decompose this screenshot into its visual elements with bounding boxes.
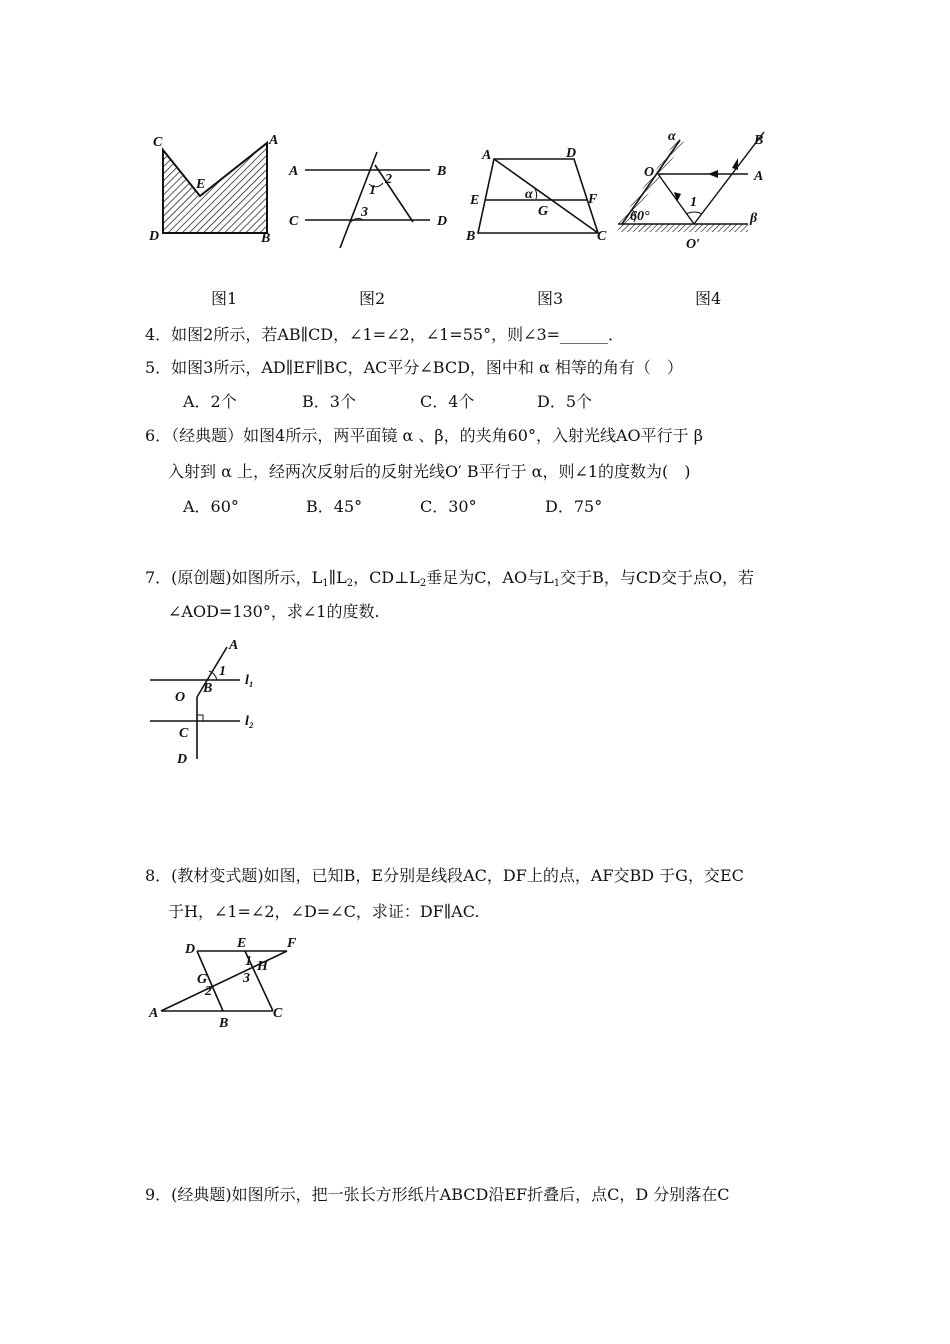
- fig1-label-e: E: [196, 177, 206, 192]
- q5-option-c: C．4个: [420, 392, 475, 411]
- figure-2-caption: 图2: [359, 289, 386, 308]
- fig8-label-h: H: [257, 959, 268, 974]
- fig4-label-o-prime: O′: [686, 237, 701, 252]
- question-5: 5．如图3所示，AD∥EF∥BC，AC平分∠BCD，图中和 α 相等的角有（ ）: [145, 358, 683, 377]
- q7-text-e: 交于B，与CD交于点O，若: [560, 568, 755, 587]
- fig4-label-1: 1: [690, 195, 697, 210]
- q6-option-c: C．30°: [420, 497, 477, 516]
- question-4: 4．如图2所示，若AB∥CD，∠1=∠2，∠1=55°，则∠3=______．: [145, 325, 625, 344]
- fig4-label-60: 60°: [630, 209, 650, 224]
- question-8-line-1: 8．(教材变式题)如图，已知B，E分别是线段AC，DF上的点，AF交BD 于G，交EC: [145, 866, 744, 885]
- q6-option-a: A．60°: [183, 497, 239, 516]
- fig1-label-b: B: [261, 231, 271, 246]
- question-7-line-2: ∠AOD=130°，求∠1的度数.: [168, 602, 380, 621]
- figure-1: [145, 128, 285, 246]
- question-7-line-1: [145, 567, 754, 595]
- fig8-label-b: B: [219, 1016, 229, 1031]
- figure-1-diagram: [145, 128, 285, 246]
- fig8-label-c: C: [273, 1006, 283, 1021]
- figure-2-diagram: [285, 150, 455, 250]
- fig8-label-a: A: [149, 1006, 159, 1021]
- question-6-line-1: 6．（经典题）如图4所示，两平面镜 α 、β，的夹角60°，入射光线AO平行于 β: [145, 426, 703, 445]
- figure-3: [466, 145, 616, 245]
- fig7-label-l2: l₂: [245, 714, 254, 729]
- q7-sub-4: 1: [553, 578, 561, 589]
- figure-1-caption: 图1: [211, 289, 238, 308]
- fig4-label-beta: β: [750, 211, 758, 226]
- q6-option-b: B．45°: [306, 497, 363, 516]
- figure-8: [145, 935, 315, 1031]
- fig2-label-d: D: [437, 214, 448, 229]
- fig7-label-1: 1: [219, 664, 226, 679]
- fig2-label-a: A: [289, 164, 299, 179]
- fig8-label-3: 3: [243, 971, 250, 986]
- fig8-label-1: 1: [245, 954, 252, 969]
- fig8-label-g: G: [197, 972, 208, 987]
- q7-text-d: 垂足为C，AO与L: [426, 568, 554, 587]
- fig7-label-l1: l₁: [245, 673, 254, 688]
- fig7-label-o: O: [175, 690, 186, 705]
- fig1-label-d: D: [149, 229, 160, 244]
- figure-4-caption: 图4: [695, 289, 722, 308]
- fig7-label-c: C: [179, 726, 189, 741]
- fig4-label-o: O: [644, 165, 655, 180]
- q7-text-a: 7．(原创题)如图所示，L: [145, 568, 323, 587]
- hatched-region: [163, 143, 267, 233]
- fig3-label-g: G: [538, 204, 549, 219]
- q7-text-c: ，CD⊥L: [353, 568, 420, 587]
- q7-sub-1: 1: [322, 578, 329, 589]
- fig8-label-e: E: [237, 936, 247, 951]
- figure-3-caption: 图3: [537, 289, 564, 308]
- fig7-label-d: D: [177, 752, 188, 767]
- fig3-label-alpha: α: [525, 187, 533, 202]
- fig1-label-a: A: [269, 133, 279, 148]
- fig8-label-f: F: [287, 936, 297, 951]
- figure-7-diagram: [145, 635, 275, 770]
- figure-3-diagram: [466, 145, 616, 245]
- fig7-label-a: A: [229, 638, 239, 653]
- fig3-label-d: D: [566, 146, 577, 161]
- q5-option-d: D．5个: [537, 392, 593, 411]
- question-6-line-2: 入射到 α 上，经两次反射后的反射光线O′ B平行于 α，则∠1的度数为( ): [168, 462, 691, 481]
- fig7-label-b: B: [203, 681, 213, 696]
- fig3-label-c: C: [597, 229, 607, 244]
- fig2-label-c: C: [289, 214, 299, 229]
- fig3-label-b: B: [466, 229, 476, 244]
- figure-4-diagram: [612, 128, 772, 253]
- fig2-label-b: B: [437, 164, 447, 179]
- fig8-label-2: 2: [205, 984, 212, 999]
- figure-4: [612, 128, 772, 253]
- fig3-label-a: A: [482, 148, 492, 163]
- figure-8-diagram: [145, 935, 315, 1031]
- figure-2: [285, 150, 455, 250]
- q7-sub-3: 2: [419, 578, 427, 589]
- fig2-label-1: 1: [369, 183, 376, 198]
- fig8-label-d: D: [185, 942, 196, 957]
- q5-option-b: B．3个: [302, 392, 356, 411]
- q6-option-d: D．75°: [545, 497, 603, 516]
- fig4-label-alpha: α: [668, 129, 676, 144]
- figure-7: [145, 635, 275, 770]
- fig2-label-2: 2: [385, 172, 392, 187]
- fig1-label-c: C: [153, 135, 163, 150]
- fig2-label-3: 3: [361, 205, 368, 220]
- fig3-label-e: E: [470, 193, 480, 208]
- fig3-label-f: F: [588, 192, 598, 207]
- q5-option-a: A．2个: [183, 392, 237, 411]
- question-9-line-1: 9．(经典题)如图所示，把一张长方形纸片ABCD沿EF折叠后，点C，D 分别落在C: [145, 1185, 730, 1204]
- q7-sub-2: 2: [346, 578, 354, 589]
- fig4-label-a: A: [754, 169, 764, 184]
- q7-text-b: ∥L: [328, 568, 347, 587]
- question-8-line-2: 于H，∠1=∠2，∠D=∠C，求证：DF∥AC.: [168, 902, 480, 921]
- fig4-label-b: B: [754, 133, 764, 148]
